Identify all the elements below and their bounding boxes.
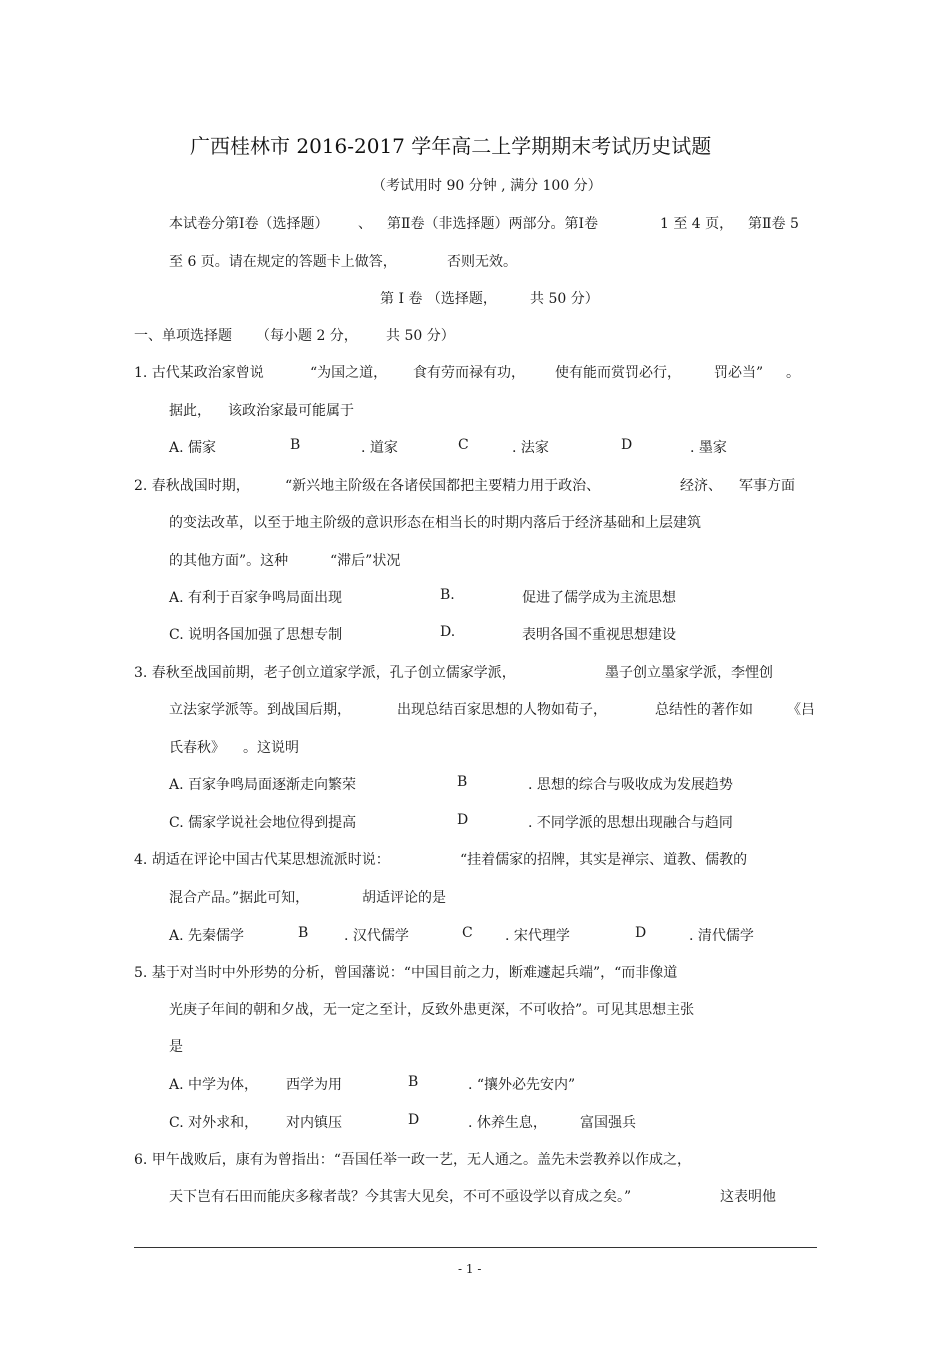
option-a: A. 先秦儒学 [169,928,245,944]
question-text: 墨子创立墨家学派，李悝创 [605,665,773,681]
question-text: 经济、 [680,478,722,494]
question-text: 光庚子年间的朝和夕战，无一定之至计，反致外患更深，不可收拾”。可见其思想主张 [169,1002,695,1018]
question-text: 是 [169,1039,183,1055]
question-text: “滞后”状况 [330,553,401,569]
instructions-text: 否则无效。 [447,254,517,270]
option-b: . 汉代儒学 [344,928,409,944]
option-c-letter: C [462,925,473,941]
page-title: 广西桂林市 2016-2017 学年高二上学期期末考试历史试题 [190,134,712,158]
question-text: 4. 胡适在评论中国古代某思想流派时说： [134,852,390,868]
question-text: 。 [786,365,800,381]
question-text: 3. 春秋至战国前期，老子创立道家学派，孔子创立儒家学派， [134,665,516,681]
option-b-letter: B [408,1074,419,1090]
option-d: . 清代儒学 [689,928,754,944]
instructions-text: 第Ⅱ卷（非选择题）两部分。第Ⅰ卷 [387,216,599,232]
question-text: 立法家学派等。到战国后期， [169,702,351,718]
exam-duration-note: （考试用时 90 分钟 , 满分 100 分） [372,178,602,194]
option-c: . 法家 [512,440,549,456]
question-text: “新兴地主阶级在各诸侯国都把主要精力用于政治、 [285,478,601,494]
option-c-letter: C [458,437,469,453]
option-b-letter: B [290,437,301,453]
question-text: 食有劳而禄有功， [413,365,525,381]
question-text: 6. 甲午战败后，康有为曾指出：“吾国任举一政一艺，无人通之。盖先未尝教养以作成之， [134,1152,691,1168]
question-text: “挂着儒家的招牌，其实是禅宗、道教、儒教的 [460,852,748,868]
section-heading: （每小题 2 分， [256,328,358,344]
option-a: A. 有利于百家争鸣局面出现 [169,590,343,606]
option-c: C. 说明各国加强了思想专制 [169,627,343,643]
option-d: 表明各国不重视思想建设 [522,627,676,643]
option-c: C. 对外求和， [169,1115,259,1131]
section-heading: 一、单项选择题 [134,328,232,344]
question-text: 1. 古代某政治家曾说 [134,365,264,381]
option-b: . “攘外必先安内” [468,1077,576,1093]
option-b-letter: B [298,925,309,941]
question-text: 氏春秋》 [169,740,225,756]
option-b: . 道家 [361,440,398,456]
option-b: . 思想的综合与吸收成为发展趋势 [528,777,733,793]
option-d-letter: D [408,1112,420,1128]
question-text: 天下岂有石田而能庆多稼者哉？今其害大见矣，不可不亟设学以育成之矣。” [169,1189,632,1205]
question-text: 总结性的著作如 [655,702,753,718]
question-text: 军事方面 [739,478,795,494]
question-text: 2. 春秋战国时期， [134,478,250,494]
part-heading: 共 50 分） [530,291,599,307]
option-a: A. 儒家 [169,440,217,456]
question-text: 的其他方面”。这种 [169,553,289,569]
option-d: . 休养生息， [468,1115,547,1131]
option-b-letter: B [457,774,468,790]
question-text: 出现总结百家思想的人物如荀子， [397,702,607,718]
option-d-letter: D [457,812,469,828]
question-text: 。这说明 [243,740,299,756]
instructions-text: 、 [358,216,372,232]
option-c: C. 儒家学说社会地位得到提高 [169,815,357,831]
option-d-letter: D [621,437,633,453]
part-heading: 第 Ⅰ 卷 （选择题， [380,291,497,307]
instructions-text: 至 6 页。请在规定的答题卡上做答， [169,254,397,270]
section-heading: 共 50 分） [386,328,455,344]
option-a: A. 百家争鸣局面逐渐走向繁荣 [169,777,357,793]
option-c: . 宋代理学 [505,928,570,944]
question-text: 混合产品。”据此可知， [169,890,310,906]
instructions-text: 1 至 4 页， [660,216,734,232]
option-d: . 不同学派的思想出现融合与趋同 [528,815,733,831]
page-number: - 1 - [458,1262,482,1276]
question-text: 《吕 [787,702,815,718]
question-text: 据此， [169,403,211,419]
option-d-letter: D [635,925,647,941]
question-text: 5. 基于对当时中外形势的分析，曾国藩说：“中国目前之力，断难遽起兵端”，“而非像道 [134,965,678,981]
option-a-cont: 西学为用 [286,1077,342,1093]
option-d-letter: D. [440,624,456,640]
instructions-text: 本试卷分第Ⅰ卷（选择题） [169,216,329,232]
question-text: 胡适评论的是 [362,890,446,906]
question-text: “为国之道， [310,365,388,381]
option-b-letter: B. [440,587,455,603]
question-text: 这表明他 [720,1189,776,1205]
option-a: A. 中学为体， [169,1077,259,1093]
option-c-cont: 对内镇压 [286,1115,342,1131]
option-d-cont: 富国强兵 [580,1115,636,1131]
question-text: 罚必当” [714,365,764,381]
option-b: 促进了儒学成为主流思想 [522,590,676,606]
question-text: 该政治家最可能属于 [228,403,354,419]
option-d: . 墨家 [690,440,727,456]
footer-divider [134,1247,817,1248]
question-text: 的变法改革，以至于地主阶级的意识形态在相当长的时期内落后于经济基础和上层建筑 [169,515,701,531]
instructions-text: 第Ⅱ卷 5 [748,216,799,232]
question-text: 使有能而赏罚必行， [555,365,681,381]
